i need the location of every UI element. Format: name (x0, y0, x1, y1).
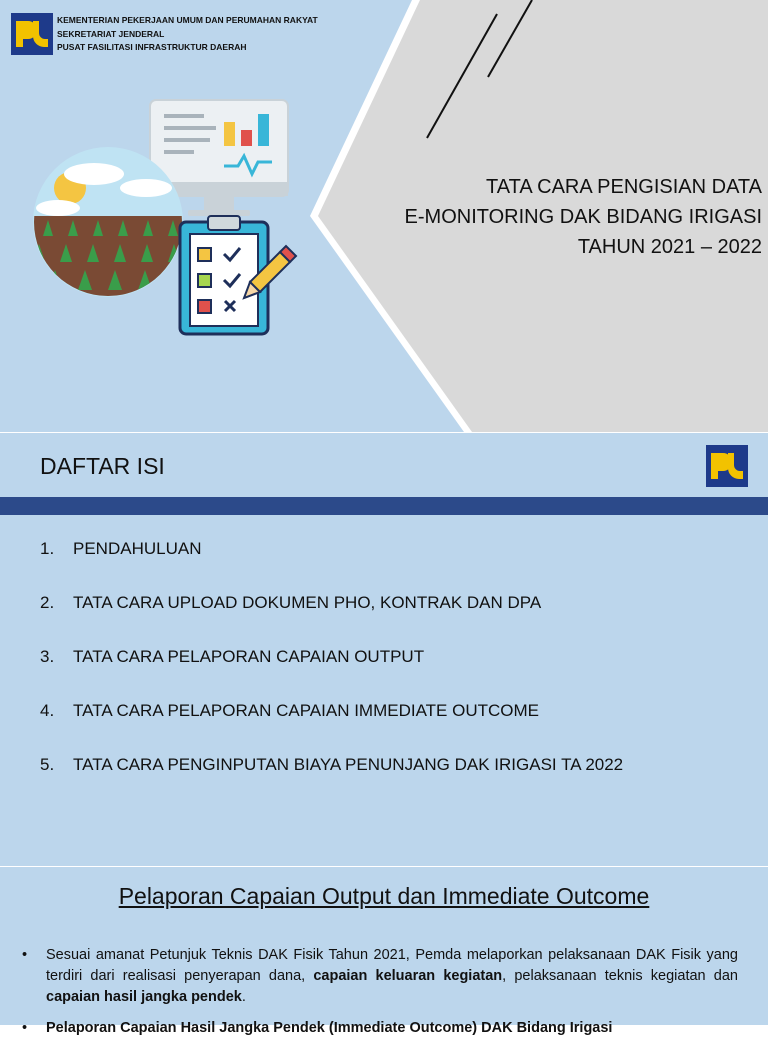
pu-logo-icon (11, 13, 53, 55)
toc-item-label: TATA CARA PELAPORAN CAPAIAN OUTPUT (73, 647, 425, 666)
title-slide (0, 0, 768, 432)
monitoring-illustration (28, 96, 298, 341)
bullet-item (22, 945, 738, 1008)
toc-list (40, 539, 623, 809)
reporting-heading: Pelaporan Capaian Output dan Immediate Outcome (118, 883, 650, 909)
title-line-2: E-MONITORING DAK BIDANG IRIGASI (404, 206, 762, 228)
title-line-3: TAHUN 2021 – 2022 (577, 236, 762, 258)
toc-heading: DAFTAR ISI (40, 453, 165, 479)
title-line-1: TATA CARA PENGISIAN DATA (486, 176, 762, 198)
bullet-text: . (241, 989, 246, 1005)
table-of-contents-slide (0, 432, 768, 867)
bullet-text: , pelaksanaan teknis kegiatan dan (502, 968, 738, 984)
reporting-slide (0, 866, 768, 1036)
toc-item-label: TATA CARA PENGINPUTAN BIAYA PENUNJANG DAK IRIGASI TA 2022 (73, 755, 624, 774)
reporting-bullets (22, 945, 738, 1049)
checklist-clipboard-icon (180, 216, 268, 334)
bullet-item (22, 1018, 738, 1039)
toc-item-label: TATA CARA UPLOAD DOKUMEN PHO, KONTRAK DAN DPA (73, 593, 542, 612)
toc-item (40, 755, 623, 809)
toc-item-number: 1. (40, 539, 55, 558)
toc-item-number: 3. (40, 647, 55, 666)
toc-item-label: PENDAHULUAN (73, 539, 202, 558)
pu-logo-icon (706, 445, 748, 487)
presentation-title (405, 172, 762, 262)
organization-block (57, 14, 318, 55)
bullet-bold-outcome: capaian hasil jangka pendek (46, 989, 242, 1005)
bullet-text: Pelaporan Capaian Hasil Jangka Pendek (Immediate Outcome) DAK Bidang Irigasi (46, 1020, 613, 1036)
toc-item-number: 5. (40, 755, 55, 774)
bullet-bold-output: capaian keluaran kegiatan (313, 968, 503, 984)
bullet-text: Sesuai amanat Petunjuk Teknis DAK Fisik Tahun 2021, Pemda melaporkan pelaksanaan DAK Fisik yang terdiri dari realisasi penyerapan dana, (46, 947, 738, 984)
toc-item-label: TATA CARA PELAPORAN CAPAIAN IMMEDIATE OUTCOME (73, 701, 539, 720)
header-band (0, 497, 768, 515)
toc-item-number: 4. (40, 701, 55, 720)
toc-item (40, 593, 623, 647)
toc-item (40, 539, 623, 593)
org-line-center: PUSAT FASILITASI INFRASTRUKTUR DAERAH (57, 42, 247, 52)
org-line-secretariat: SEKRETARIAT JENDERAL (57, 28, 165, 39)
toc-item (40, 647, 623, 701)
toc-item-number: 2. (40, 593, 55, 612)
toc-item (40, 701, 623, 755)
org-line-ministry: KEMENTERIAN PEKERJAAN UMUM DAN PERUMAHAN RAKYAT (57, 15, 318, 25)
